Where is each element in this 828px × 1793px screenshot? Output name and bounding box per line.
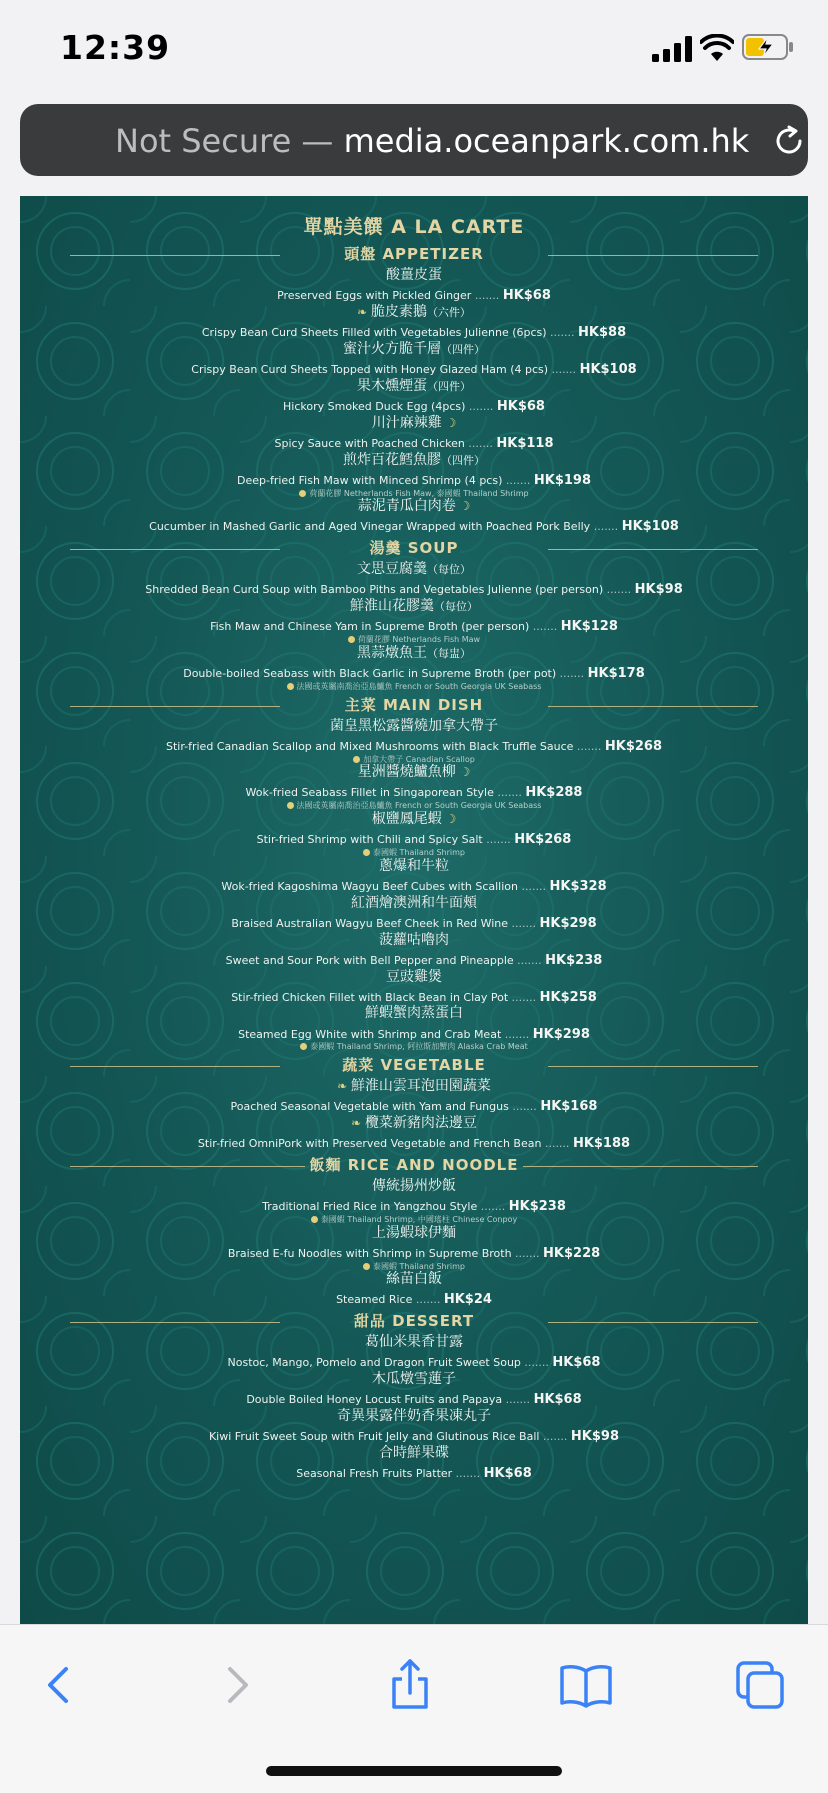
- menu-item-price: HK$188: [572, 1136, 631, 1152]
- menu-item-english-name: Steamed Rice: [336, 1293, 413, 1307]
- menu-item-chinese-name: 菌皇黑松露醬燒加拿大帶子: [330, 717, 498, 734]
- menu-item-chinese-name: 椒鹽鳳尾蝦: [371, 811, 442, 827]
- menu-item-ingredient-note: [20, 848, 808, 858]
- menu-item-english-line: [20, 912, 808, 932]
- menu-item-english-line: [20, 615, 808, 635]
- menu-section-header: [20, 694, 808, 718]
- menu-item-english-name: Fish Maw and Chinese Yam in Supreme Broth (per person): [210, 620, 530, 634]
- price-leader: .......: [471, 289, 503, 303]
- menu-item-ingredient-note: [20, 801, 808, 811]
- ingredient-dot-icon: [353, 756, 360, 763]
- vegetarian-leaf-icon: ❧: [357, 304, 371, 319]
- price-leader: .......: [412, 1293, 444, 1307]
- price-leader: .......: [529, 620, 561, 634]
- menu-item-portion: （每盅）: [427, 646, 471, 660]
- menu-item-english-line: [20, 1132, 808, 1152]
- menu-item-chinese: [20, 645, 808, 662]
- menu-item-chinese: [20, 561, 808, 578]
- menu-item-english-line: [20, 432, 808, 452]
- menu-item-chinese: [20, 304, 808, 321]
- menu-item-price: HK$68: [552, 1355, 601, 1371]
- ingredient-dot-icon: [311, 1216, 318, 1223]
- ingredient-dot-icon: [363, 849, 370, 856]
- menu-section-header: [20, 1310, 808, 1334]
- menu-item-english-line: [20, 1288, 808, 1308]
- menu-item-english-line: [20, 1095, 808, 1115]
- menu-item: [20, 498, 808, 535]
- menu-item-ingredient-note: [20, 755, 808, 765]
- menu-item-english-name: Crispy Bean Curd Sheets Topped with Honey Glazed Ham (4 pcs): [191, 362, 549, 376]
- menu-section-title: 甜品 DESSERT: [353, 1312, 475, 1331]
- menu-item-chinese: [20, 415, 808, 432]
- menu-item: [20, 341, 808, 378]
- price-leader: .......: [493, 786, 526, 800]
- menu-section-title: 飯麵 RICE AND NOODLE: [309, 1156, 519, 1174]
- menu-item-english-name: Traditional Fried Rice in Yangzhou Style: [262, 1200, 478, 1214]
- price-leader: .......: [518, 879, 550, 893]
- menu-item: [20, 1225, 808, 1272]
- menu-item: [20, 561, 808, 598]
- menu-item-english-name: Steamed Egg White with Shrimp and Crab Meat: [238, 1027, 502, 1041]
- menu-item-portion: （六件）: [426, 305, 471, 319]
- menu-item: [20, 1271, 808, 1308]
- menu-item: [20, 718, 808, 765]
- menu-item-chinese: [20, 1334, 808, 1351]
- menu-item-chinese-name: 鮮蝦蟹肉蒸蛋白: [365, 1005, 463, 1022]
- menu-item: [20, 598, 808, 645]
- menu-item-english-line: [20, 578, 808, 598]
- menu-item-english-name: Stir-fried OmniPork with Preserved Vegetable and French Bean: [197, 1137, 542, 1151]
- menu-item-chinese: [20, 764, 808, 781]
- price-leader: .......: [539, 1430, 571, 1444]
- menu-item-chinese: [20, 932, 808, 949]
- menu-item-english-line: [20, 1242, 808, 1262]
- price-leader: .......: [513, 953, 546, 967]
- chili-icon: ☽: [455, 499, 471, 514]
- menu-item-chinese-name: 星洲醬燒鱸魚柳: [357, 764, 456, 781]
- menu-item-english-name: Double Boiled Honey Locust Fruits and Papaya: [246, 1393, 503, 1407]
- menu-item-chinese: [20, 267, 808, 284]
- menu-item-price: HK$328: [549, 878, 607, 894]
- menu-item-ingredient-note: [20, 1262, 808, 1272]
- menu-item-chinese-name: 酸薑皮蛋: [386, 267, 442, 283]
- menu-item-chinese: [20, 598, 808, 615]
- menu-content: [20, 196, 808, 1482]
- menu-item-chinese: [20, 1271, 808, 1288]
- menu-item-price: HK$68: [496, 398, 545, 414]
- ingredient-dot-icon: [287, 683, 294, 690]
- menu-item-chinese-name: 脆皮素鵝: [370, 303, 427, 320]
- menu-item-english-line: [20, 1462, 808, 1482]
- menu-item-chinese-name: 蜜汁火方脆千層: [343, 340, 441, 357]
- menu-item-chinese-name: 菠蘿咕嚕肉: [379, 931, 449, 948]
- menu-item-english-line: [20, 662, 808, 682]
- menu-item-chinese: [20, 895, 808, 912]
- wifi-icon: [700, 34, 734, 62]
- menu-item-english-line: [20, 875, 808, 895]
- ingredient-dot-icon: [299, 490, 306, 497]
- menu-item-chinese: [20, 1178, 808, 1195]
- ingredient-dot-icon: [287, 802, 294, 809]
- menu-item-chinese: [20, 452, 808, 469]
- menu-item-price: HK$298: [539, 915, 597, 931]
- price-leader: .......: [548, 362, 580, 376]
- menu-item-chinese-name: 傳統揚州炒飯: [372, 1178, 456, 1194]
- menu-item-price: HK$178: [587, 666, 645, 682]
- chili-icon: ☽: [441, 415, 457, 430]
- menu-item-english-line: [20, 735, 808, 755]
- price-leader: .......: [465, 399, 497, 413]
- back-icon[interactable]: [30, 1655, 90, 1715]
- menu-item-english-name: Hickory Smoked Duck Egg (4pcs): [283, 399, 466, 413]
- menu-section-header: [20, 1054, 808, 1078]
- price-leader: .......: [556, 667, 588, 681]
- menu-item-price: HK$98: [570, 1429, 620, 1445]
- menu-item-chinese: [20, 1225, 808, 1242]
- vegetarian-leaf-icon: ❧: [337, 1079, 351, 1094]
- menu-item-chinese-name: 絲苗白飯: [386, 1271, 442, 1288]
- menu-item: [20, 304, 808, 341]
- price-leader: .......: [546, 326, 579, 340]
- status-bar: [0, 0, 828, 100]
- menu-item-chinese-name: 蒜泥青瓜白肉卷: [357, 498, 456, 515]
- menu-item-english-name: Nostoc, Mango, Pomelo and Dragon Fruit Sweet Soup: [227, 1356, 521, 1370]
- menu-item: [20, 1334, 808, 1371]
- menu-item-price: HK$118: [496, 435, 554, 451]
- menu-item-english-line: [20, 1351, 808, 1371]
- menu-item-english-line: [20, 1388, 808, 1408]
- ingredient-note-text: 法國或英屬南喬治亞島鱸魚 French or South Georgia UK Seabass: [296, 801, 542, 811]
- menu-item-price: HK$268: [604, 738, 663, 754]
- price-leader: .......: [502, 473, 534, 487]
- address-bar[interactable]: [20, 104, 808, 176]
- menu-item-portion: （四件）: [427, 379, 471, 393]
- price-leader: .......: [502, 1393, 534, 1407]
- menu-item-english-name: Shredded Bean Curd Soup with Bamboo Piths and Vegetables Julienne (per person): [145, 583, 604, 597]
- menu-item-english-name: Deep-fried Fish Maw with Minced Shrimp (4 pcs): [237, 473, 503, 487]
- menu-item-chinese-name: 黑蒜燉魚王: [357, 644, 427, 661]
- ingredient-note-text: 泰國蝦 Thailand Shrimp, 中國瑤柱 Chinese Conpoy: [320, 1214, 518, 1224]
- menu-item: [20, 378, 808, 415]
- menu-section-title: 湯羹 SOUP: [369, 539, 459, 558]
- home-indicator[interactable]: [266, 1766, 562, 1776]
- menu-item: [20, 645, 808, 692]
- menu-item: [20, 1445, 808, 1482]
- price-leader: .......: [452, 1467, 484, 1481]
- menu-section-title: 頭盤 APPETIZER: [344, 245, 484, 263]
- price-leader: .......: [482, 833, 515, 847]
- tabs-icon[interactable]: [730, 1655, 790, 1715]
- menu-item-english-line: [20, 949, 808, 969]
- forward-icon[interactable]: [206, 1655, 266, 1715]
- bookmarks-icon[interactable]: [556, 1655, 616, 1715]
- menu-item-price: HK$238: [545, 952, 603, 968]
- menu-item-english-line: [20, 1425, 808, 1445]
- menu-item-chinese: [20, 718, 808, 735]
- menu-item-english-line: [20, 469, 808, 489]
- menu-item-chinese: [20, 1005, 808, 1022]
- menu-item-english-name: Poached Seasonal Vegetable with Yam and Fungus: [230, 1100, 509, 1114]
- menu-section-title: 主菜 MAIN DISH: [344, 695, 484, 714]
- menu-item-english-line: [20, 284, 808, 304]
- menu-item-chinese: [20, 969, 808, 986]
- menu-item-chinese-name: 木瓜燉雪蓮子: [372, 1371, 456, 1388]
- menu-item-chinese-name: 果木燻煙蛋: [357, 377, 427, 394]
- price-leader: .......: [508, 990, 540, 1004]
- menu-section-header: [20, 1154, 808, 1178]
- menu-item-english-line: [20, 1023, 808, 1043]
- menu-item-price: HK$68: [533, 1392, 582, 1408]
- menu-item-chinese: [20, 1115, 808, 1132]
- menu-title: 單點美饌 A LA CARTE: [303, 216, 525, 238]
- menu-item: [20, 764, 808, 811]
- menu-item: [20, 1115, 808, 1152]
- menu-item-chinese-name: 奇異果露伴奶香果凍丸子: [337, 1408, 491, 1425]
- ingredient-note-text: 泰國蝦 Thailand Shrimp: [373, 1261, 465, 1271]
- menu-item-price: HK$68: [502, 288, 551, 304]
- ingredient-dot-icon: [363, 1263, 370, 1270]
- menu-item: [20, 1371, 808, 1408]
- price-leader: .......: [590, 520, 622, 534]
- menu-item-chinese: [20, 498, 808, 515]
- ingredient-note-text: 荷蘭花膠 Netherlands Fish Maw: [357, 635, 481, 645]
- menu-item-price: HK$88: [578, 325, 627, 341]
- menu-item: [20, 1005, 808, 1052]
- menu-item-chinese-name: 川汁麻辣雞: [371, 414, 442, 431]
- chili-icon: ☽: [441, 812, 457, 826]
- menu-item-english-name: Seasonal Fresh Fruits Platter: [296, 1467, 453, 1481]
- ingredient-note-text: 泰國蝦 Thailand Shrimp, 阿拉斯加蟹肉 Alaska Crab Meat: [310, 1042, 528, 1052]
- menu-item-portion: （四件）: [441, 342, 485, 356]
- menu-item-chinese-name: 上湯蝦球伊麵: [372, 1224, 456, 1241]
- menu-item-chinese-name: 鮮淮山花膠羹: [350, 598, 434, 615]
- ingredient-dot-icon: [348, 636, 355, 643]
- menu-item-english-name: Braised Australian Wagyu Beef Cheek in Red Wine: [231, 916, 509, 930]
- price-leader: .......: [520, 1356, 553, 1370]
- menu-item-english-name: Stir-fried Canadian Scallop and Mixed Mushrooms with Black Truffle Sauce: [165, 739, 574, 753]
- menu-item-price: HK$238: [508, 1199, 566, 1215]
- menu-item-english-name: Kiwi Fruit Sweet Soup with Fruit Jelly and Glutinous Rice Ball: [208, 1430, 540, 1444]
- menu-item-english-line: [20, 395, 808, 415]
- menu-section-header: [20, 537, 808, 561]
- menu-item-chinese: [20, 858, 808, 875]
- menu-image: [20, 196, 808, 1624]
- menu-item-ingredient-note: [20, 489, 808, 499]
- menu-item-ingredient-note: [20, 1042, 808, 1052]
- price-leader: .......: [573, 739, 605, 753]
- menu-item-chinese-name: 合時鮮果碟: [379, 1445, 449, 1462]
- menu-item-price: HK$24: [443, 1292, 492, 1308]
- menu-item-price: HK$128: [560, 619, 618, 635]
- menu-item-english-name: Stir-fried Chicken Fillet with Black Bean in Clay Pot: [231, 990, 509, 1004]
- menu-item-english-name: Wok-fried Seabass Fillet in Singaporean Style: [245, 786, 494, 800]
- menu-item: [20, 452, 808, 499]
- menu-item-price: HK$198: [533, 472, 591, 488]
- price-leader: .......: [501, 1027, 533, 1041]
- menu-item-price: HK$108: [621, 519, 679, 535]
- menu-item: [20, 858, 808, 895]
- menu-item: [20, 1408, 808, 1445]
- price-leader: .......: [511, 1246, 544, 1260]
- ingredient-note-text: 荷蘭花膠 Netherlands Fish Maw, 泰國蝦 Thailand Shrimp: [309, 488, 529, 498]
- menu-item-chinese-name: 豆豉雞煲: [386, 968, 442, 985]
- menu-item-chinese-name: 鮮淮山雲耳泡田園蔬菜: [350, 1078, 491, 1095]
- menu-item-ingredient-note: [20, 635, 808, 645]
- menu-item-chinese: [20, 341, 808, 358]
- menu-item-price: HK$288: [525, 785, 583, 801]
- price-leader: .......: [464, 436, 497, 450]
- menu-item: [20, 415, 808, 452]
- price-leader: .......: [477, 1200, 509, 1214]
- menu-item-english-line: [20, 986, 808, 1006]
- menu-item-price: HK$228: [543, 1245, 601, 1261]
- menu-item-ingredient-note: [20, 1215, 808, 1225]
- menu-item-english-name: Crispy Bean Curd Sheets Filled with Vegetables Julienne (6pcs): [201, 326, 547, 340]
- menu-item-english-line: [20, 1195, 808, 1215]
- menu-item: [20, 969, 808, 1006]
- menu-item-price: HK$268: [514, 832, 572, 848]
- menu-item: [20, 1178, 808, 1225]
- menu-item-portion: （每位）: [427, 563, 471, 577]
- menu-item-english-line: [20, 321, 808, 341]
- menu-item-price: HK$168: [540, 1099, 598, 1115]
- menu-item: [20, 267, 808, 304]
- menu-item: [20, 895, 808, 932]
- menu-item-chinese-name: 葛仙米果香甘露: [365, 1334, 463, 1351]
- price-leader: .......: [508, 916, 540, 930]
- menu-item-english-line: [20, 781, 808, 801]
- menu-item-english-name: Wok-fried Kagoshima Wagyu Beef Cubes with Scallion: [221, 879, 518, 893]
- menu-item-english-name: Spicy Sauce with Poached Chicken: [274, 436, 465, 450]
- menu-item-chinese: [20, 811, 808, 828]
- menu-section-header: [20, 243, 808, 267]
- signal-icon: [652, 36, 696, 62]
- status-time: 12:39: [60, 28, 171, 67]
- menu-item-chinese: [20, 1371, 808, 1388]
- menu-item-price: HK$298: [532, 1026, 590, 1042]
- menu-item-chinese: [20, 1445, 808, 1462]
- price-leader: .......: [541, 1137, 573, 1151]
- menu-item-chinese: [20, 1408, 808, 1425]
- menu-section-title: 蔬菜 VEGETABLE: [342, 1056, 486, 1075]
- domain-label: media.oceanpark.com.hk: [343, 122, 750, 160]
- menu-item-english-name: Double-boiled Seabass with Black Garlic in Supreme Broth (per pot): [183, 667, 557, 681]
- vegetarian-leaf-icon: ❧: [351, 1116, 365, 1131]
- menu-item-price: HK$98: [634, 582, 683, 598]
- menu-item-price: HK$258: [539, 989, 597, 1005]
- menu-item-english-name: Stir-fried Shrimp with Chili and Spicy Salt: [256, 833, 483, 847]
- menu-item-english-name: Preserved Eggs with Pickled Ginger: [277, 289, 472, 303]
- ingredient-note-text: 泰國蝦 Thailand Shrimp: [373, 847, 465, 857]
- security-label: Not Secure —: [115, 122, 334, 160]
- menu-item-portion: （四件）: [441, 453, 485, 467]
- price-leader: .......: [603, 583, 635, 597]
- chili-icon: ☽: [455, 765, 471, 780]
- menu-item-chinese: [20, 1078, 808, 1095]
- menu-item-chinese: [20, 378, 808, 395]
- menu-item-english-name: Braised E-fu Noodles with Shrimp in Supreme Broth: [227, 1246, 512, 1260]
- ingredient-dot-icon: [300, 1043, 307, 1050]
- menu-item-ingredient-note: [20, 682, 808, 692]
- menu-item-chinese-name: 煎炸百花鱈魚膠: [343, 451, 441, 468]
- menu-item: [20, 1078, 808, 1115]
- menu-item-chinese-name: 蔥爆和牛粒: [379, 857, 449, 874]
- menu-item-portion: （每位）: [434, 600, 478, 614]
- menu-item: [20, 932, 808, 969]
- address-text[interactable]: [115, 122, 749, 160]
- menu-item-chinese-name: 紅酒燴澳洲和牛面頰: [351, 894, 477, 911]
- menu-item-price: HK$108: [579, 361, 637, 377]
- menu-item-english-line: [20, 358, 808, 378]
- menu-item-english-line: [20, 515, 808, 535]
- menu-item-english-name: Sweet and Sour Pork with Bell Pepper and Pineapple: [225, 953, 514, 967]
- price-leader: .......: [508, 1100, 541, 1114]
- menu-item: [20, 811, 808, 858]
- menu-item-english-line: [20, 828, 808, 848]
- reload-icon[interactable]: [772, 124, 806, 158]
- share-icon[interactable]: [380, 1655, 440, 1715]
- menu-item-chinese-name: 欖菜新豬肉法邊豆: [364, 1115, 477, 1132]
- menu-item-price: HK$68: [483, 1466, 532, 1482]
- menu-item-english-name: Cucumber in Mashed Garlic and Aged Vinegar Wrapped with Poached Pork Belly: [149, 520, 591, 534]
- ingredient-note-text: 法國或英屬南喬治亞島鱸魚 French or South Georgia UK Seabass: [296, 681, 542, 691]
- battery-charging-icon: [742, 34, 794, 60]
- menu-item-chinese-name: 文思豆腐羹: [357, 561, 427, 578]
- ingredient-note-text: 加拿大帶子 Canadian Scallop: [363, 754, 475, 764]
